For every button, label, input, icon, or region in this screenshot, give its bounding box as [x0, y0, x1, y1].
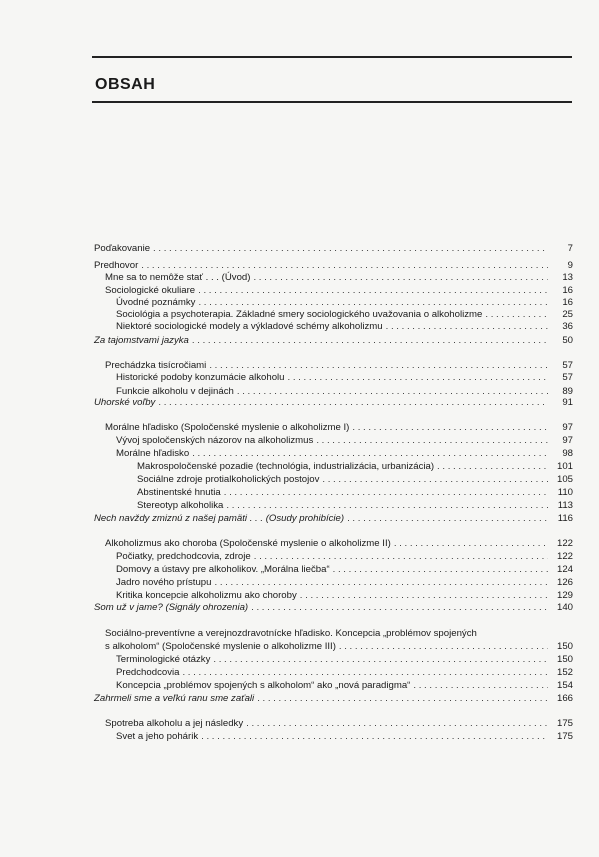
- dot-leader: [316, 435, 548, 447]
- toc-entry-page: 166: [556, 693, 573, 704]
- toc-entry-page: 9: [567, 260, 573, 271]
- toc-entry: [116, 654, 573, 666]
- toc-entry-title: Som už v jame? (Signály ohrozenia): [94, 602, 249, 613]
- toc-entry-title: Nech navždy zmiznú z našej pamäti . . . (Osudy prohibície): [94, 513, 345, 524]
- toc-entry-page: 175: [556, 718, 573, 729]
- toc-entry-title: Zahrmeli sme a veľkú ranu sme zaťali: [94, 693, 255, 704]
- dot-leader: [192, 335, 548, 347]
- toc-entry-title: Alkoholizmus ako choroba (Spoločenské myslenie o alkoholizme II): [105, 538, 391, 549]
- toc-entry-page: 124: [556, 564, 573, 575]
- toc-entry: [116, 680, 573, 692]
- toc-entry: [137, 500, 573, 512]
- dot-leader: [198, 297, 548, 309]
- toc-entry-title: Za tajomstvami jazyka: [94, 335, 189, 346]
- page-title: OBSAH: [95, 76, 156, 93]
- toc-entry-page: 113: [557, 500, 573, 511]
- toc-entry: [105, 272, 573, 284]
- toc-entry-page: 116: [557, 513, 573, 524]
- toc-entry: [105, 422, 573, 434]
- toc-entry-title: s alkoholom“ (Spoločenské myslenie o alkoholizme III): [105, 641, 336, 652]
- toc-entry-page: 105: [556, 474, 573, 485]
- toc-entry: [105, 360, 573, 372]
- toc-entry-page: 7: [567, 243, 573, 254]
- toc-entry: [105, 641, 573, 653]
- toc-entry-page: 36: [562, 321, 573, 332]
- toc-entry: [116, 667, 573, 679]
- toc-entry-page: 98: [562, 448, 573, 459]
- toc-entry: [137, 487, 573, 499]
- toc-entry-title: Predhovor: [94, 260, 139, 271]
- toc-entry-page: 91: [562, 397, 573, 408]
- toc-entry-page: 150: [556, 641, 573, 652]
- toc-entry-title: Morálne hľadisko (Spoločenské myslenie o alkoholizme I): [105, 422, 350, 433]
- dot-leader: [288, 372, 548, 384]
- toc-entry-title: Abstinentské hnutia: [137, 487, 221, 498]
- toc-entry: [116, 577, 573, 589]
- toc-entry-page: 152: [556, 667, 573, 678]
- toc-entry-title: Kritika koncepcie alkoholizmu ako choroby: [116, 590, 297, 601]
- toc-entry-page: 57: [562, 372, 573, 383]
- dot-leader: [347, 513, 548, 525]
- toc-entry: [94, 397, 573, 409]
- toc-entry: [94, 602, 573, 614]
- toc-entry-page: 140: [556, 602, 573, 613]
- toc-entry-page: 50: [562, 335, 573, 346]
- toc-entry: [116, 564, 573, 576]
- dot-leader: [437, 461, 548, 473]
- dot-leader: [201, 731, 548, 743]
- toc-entry: [94, 335, 573, 347]
- toc-entry-title: Koncepcia „problémov spojených s alkoholom“ ako „nová paradigma“: [116, 680, 411, 691]
- toc-entry: Sociálno-preventívne a verejnozdravotnícke hľadisko. Koncepcia „problémov spojených: [105, 628, 477, 639]
- toc-entry-title: Uhorské voľby: [94, 397, 156, 408]
- toc-entry-title: Terminologické otázky: [116, 654, 211, 665]
- dot-leader: [153, 243, 548, 255]
- toc-entry-title: Prechádzka tisícročiami: [105, 360, 207, 371]
- toc-entry: [94, 693, 573, 705]
- dot-leader: [214, 577, 548, 589]
- toc-entry-page: 110: [557, 487, 573, 498]
- toc-entry-title: Domovy a ústavy pre alkoholikov. „Morálna liečba“: [116, 564, 330, 575]
- toc-entry-title: Makrospoločenské pozadie (technológia, industrializácia, urbanizácia): [137, 461, 435, 472]
- dot-leader: [182, 667, 548, 679]
- toc-entry-page: 129: [556, 590, 573, 601]
- toc-entry-title: Spotreba alkoholu a jej následky: [105, 718, 244, 729]
- dot-leader: [257, 693, 548, 705]
- toc-entry: [105, 285, 573, 297]
- dot-leader: [209, 360, 548, 372]
- dot-leader: [413, 680, 548, 692]
- toc-entry-page: 175: [556, 731, 573, 742]
- toc-entry: [116, 297, 573, 309]
- toc-entry-title: Počiatky, predchodcovia, zdroje: [116, 551, 251, 562]
- toc-entry-page: 154: [556, 680, 573, 691]
- toc-entry-page: 97: [562, 422, 573, 433]
- toc-entry-title: Sociálne zdroje protialkoholických postojov: [137, 474, 320, 485]
- dot-leader: [198, 285, 548, 297]
- dot-leader: [224, 487, 548, 499]
- dot-leader: [253, 272, 548, 284]
- dot-leader: [158, 397, 548, 409]
- dot-leader: [386, 321, 548, 333]
- toc-entry: [116, 309, 573, 321]
- toc-entry-title: Mne sa to nemôže stať . . . (Úvod): [105, 272, 251, 283]
- dot-leader: [300, 590, 548, 602]
- bottom-rule: [92, 101, 572, 103]
- dot-leader: [485, 309, 548, 321]
- toc-entry: [137, 474, 573, 486]
- toc-entry-title: Morálne hľadisko: [116, 448, 190, 459]
- toc-entry-title: Úvodné poznámky: [116, 297, 196, 308]
- toc-entry-page: 16: [562, 297, 573, 308]
- dot-leader: [213, 654, 548, 666]
- toc-entry-title: Stereotyp alkoholika: [137, 500, 224, 511]
- toc-entry-title: Niektoré sociologické modely a výkladové schémy alkoholizmu: [116, 321, 383, 332]
- dot-leader: [339, 641, 548, 653]
- toc-entry: [116, 448, 573, 460]
- top-rule: [92, 56, 572, 58]
- toc-entry: [116, 551, 573, 563]
- dot-leader: [141, 260, 548, 272]
- toc-entry-page: 89: [562, 386, 573, 397]
- dot-leader: [251, 602, 548, 614]
- toc-entry: [116, 372, 573, 384]
- toc-entry-page: 25: [562, 309, 573, 320]
- toc-entry-page: 122: [556, 538, 573, 549]
- toc-entry-page: 122: [556, 551, 573, 562]
- toc-entry: [94, 513, 573, 525]
- dot-leader: [246, 718, 548, 730]
- toc-entry: [116, 590, 573, 602]
- toc-entry: [116, 321, 573, 333]
- dot-leader: [394, 538, 548, 550]
- toc-entry: [105, 718, 573, 730]
- toc-entry-page: 13: [562, 272, 573, 283]
- toc-entry-page: 126: [556, 577, 573, 588]
- toc-entry-title: Sociológia a psychoterapia. Základné smery sociologického uvažovania o alkoholizme: [116, 309, 483, 320]
- toc-entry: [105, 538, 573, 550]
- toc-entry-title: Poďakovanie: [94, 243, 151, 254]
- dot-leader: [226, 500, 548, 512]
- toc-entry: [94, 243, 573, 255]
- toc-entry: [116, 435, 573, 447]
- toc-entry-title: Svet a jeho pohárik: [116, 731, 199, 742]
- toc-entry: [116, 731, 573, 743]
- toc-entry-page: 57: [562, 360, 573, 371]
- toc-entry-title: Vývoj spoločenských názorov na alkoholizmus: [116, 435, 314, 446]
- dot-leader: [352, 422, 548, 434]
- toc-entry: [94, 260, 573, 272]
- toc-entry-page: 97: [562, 435, 573, 446]
- toc-entry-title: Predchodcovia: [116, 667, 180, 678]
- toc-entry-title: Funkcie alkoholu v dejinách: [116, 386, 234, 397]
- toc-entry-title: Sociologické okuliare: [105, 285, 196, 296]
- toc-entry-title: Jadro nového prístupu: [116, 577, 212, 588]
- toc-entry-page: 150: [556, 654, 573, 665]
- dot-leader: [333, 564, 548, 576]
- toc-entry-page: 101: [556, 461, 573, 472]
- toc-entry-title: Historické podoby konzumácie alkoholu: [116, 372, 285, 383]
- dot-leader: [192, 448, 548, 460]
- toc-entry-page: 16: [562, 285, 573, 296]
- dot-leader: [322, 474, 548, 486]
- toc-entry: [137, 461, 573, 473]
- dot-leader: [254, 551, 548, 563]
